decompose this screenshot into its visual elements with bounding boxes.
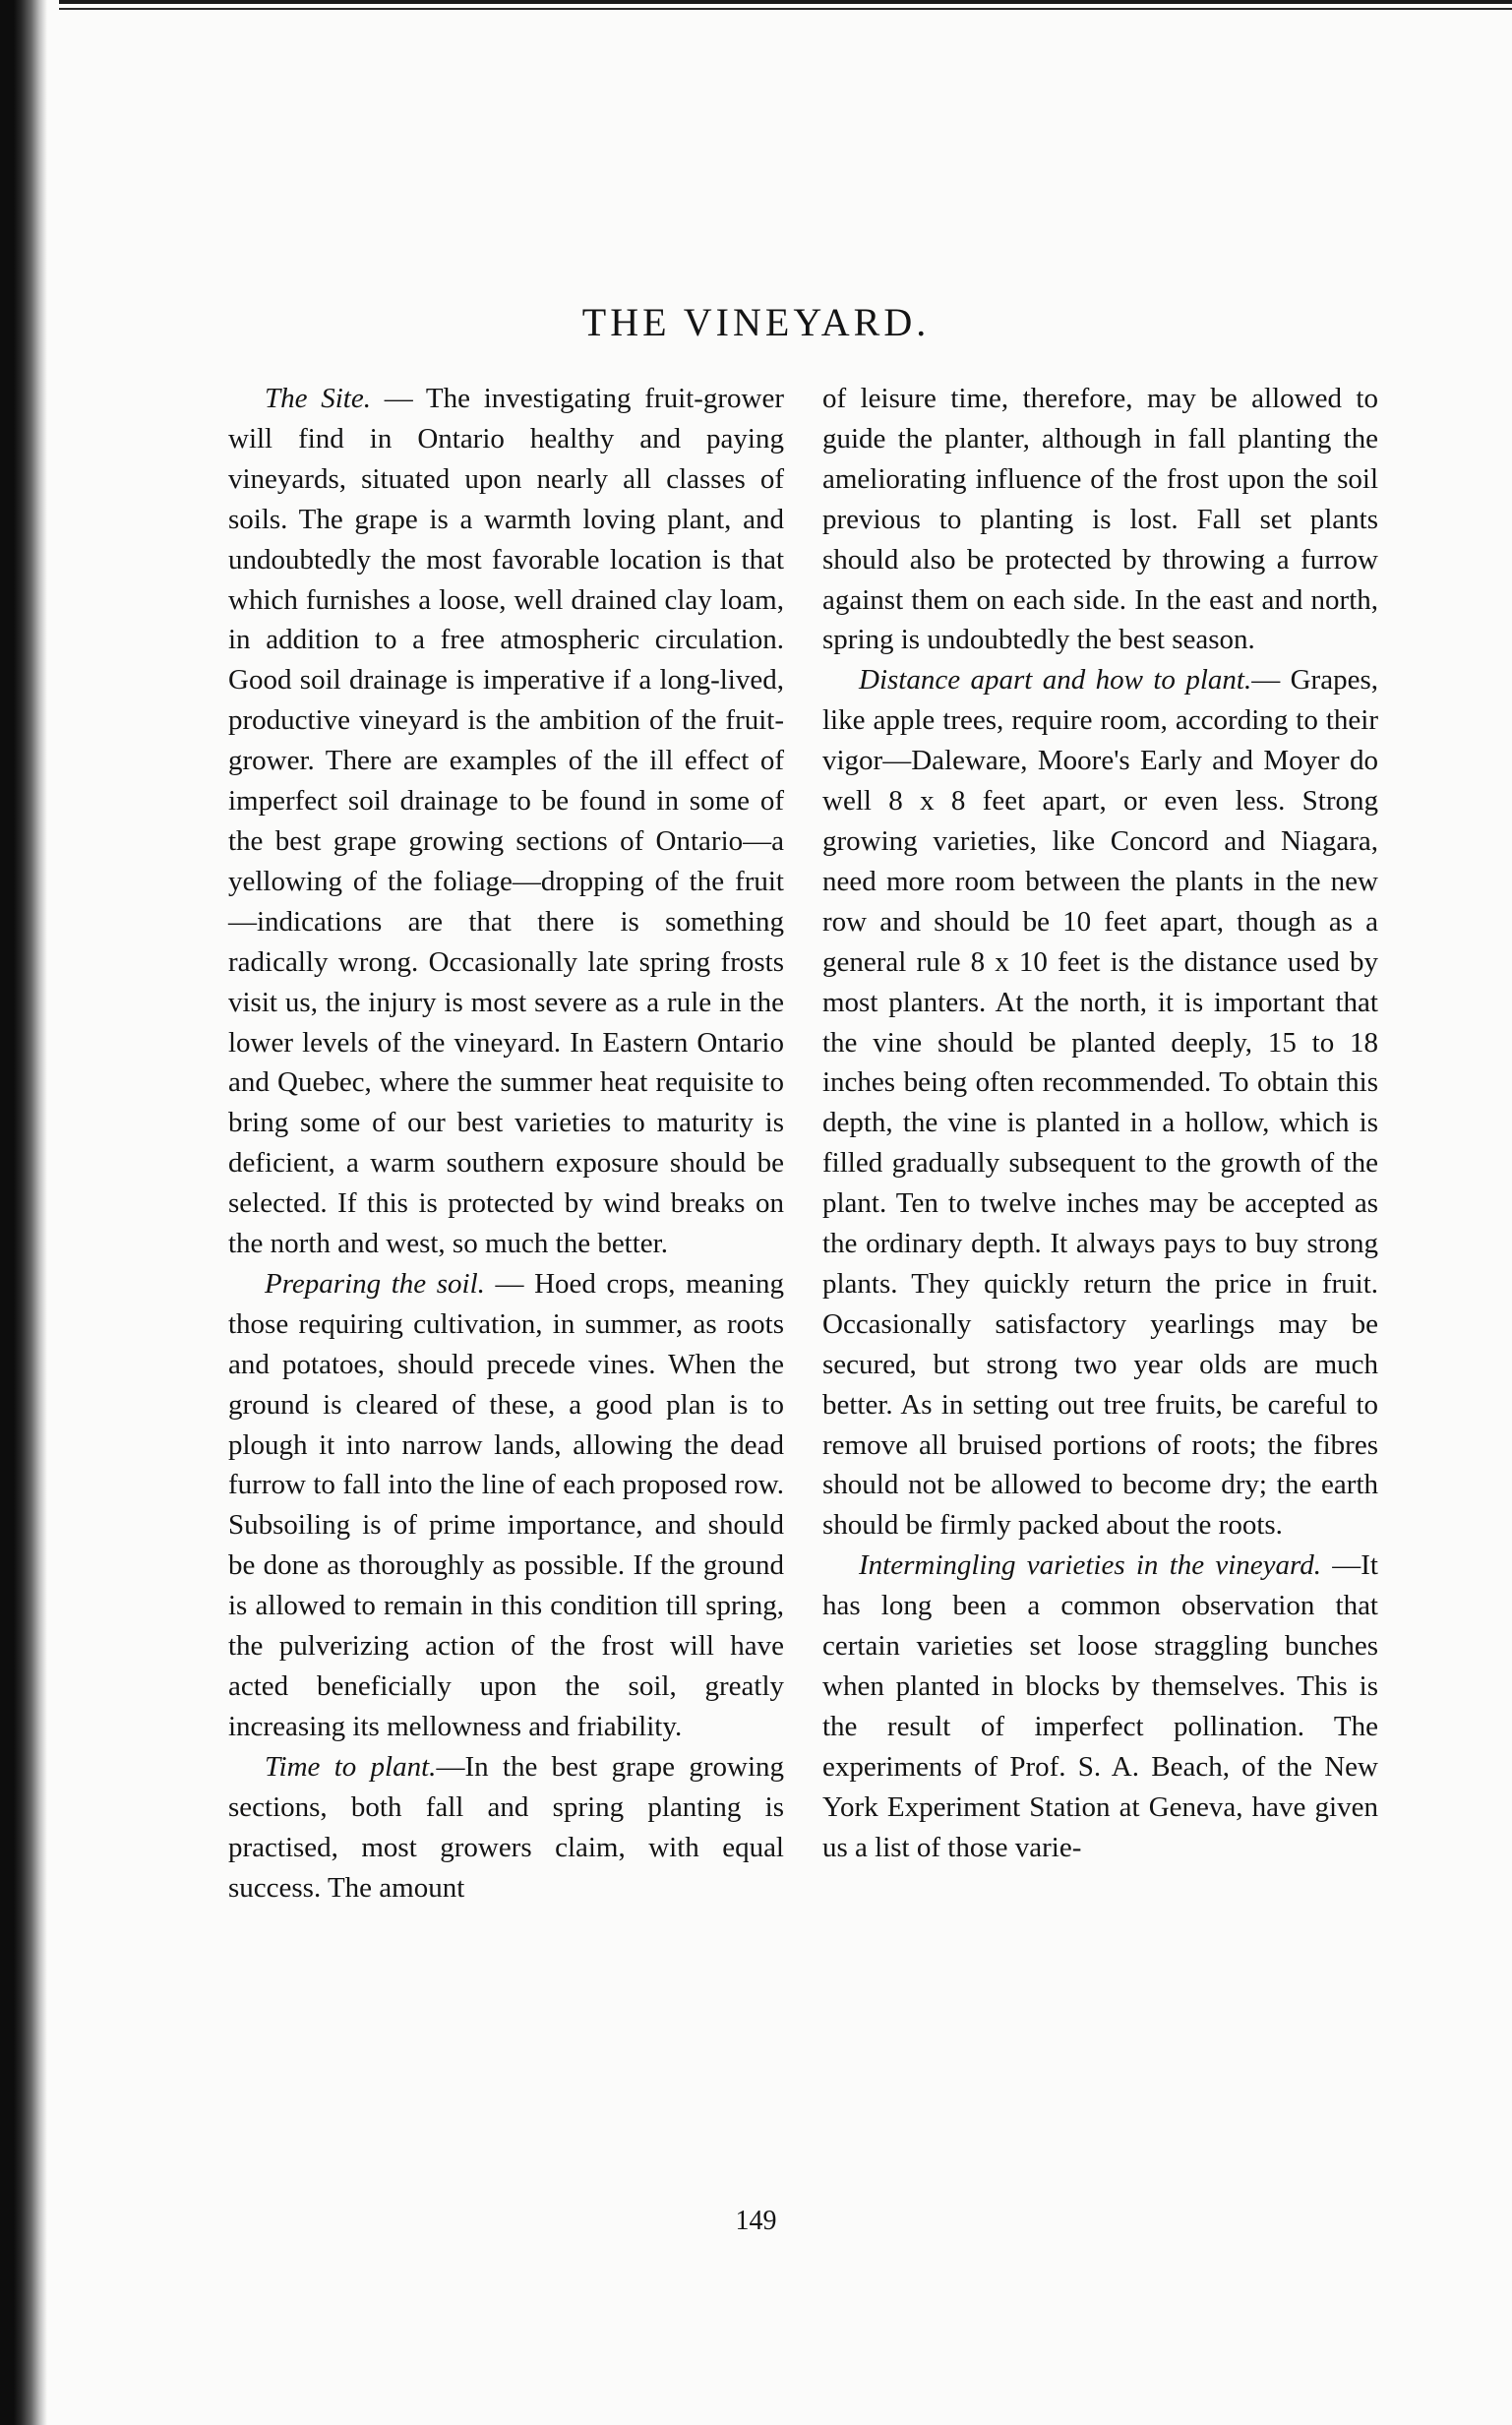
time-to-plant-heading: Time to plant. [265, 1750, 437, 1783]
left-column [228, 379, 784, 1908]
paragraph-time-to-plant-continued: of leisure time, therefore, may be allowed to guide the planter, although in fall planting the ameliorating influence of the frost upon the soil previous to planting is lost. Fall set plants should also be protected by throwing a furrow against them on each side. In the east and north, spring is undoubtedly the best season. [822, 383, 1378, 656]
intermingling-text: —It has long been a common observation that certain varieties set loose straggling bunches when planted in blocks by themselves. This is the result of imperfect pollination. The experiments of Prof. S. A. Beach, of the New York Experiment Station at Geneva, have given us a list of those varie- [822, 1549, 1378, 1863]
top-rule [59, 0, 1512, 12]
paragraph-distance-apart [822, 660, 1378, 1546]
paragraph-intermingling [822, 1546, 1378, 1867]
binding-edge-shadow [0, 0, 47, 2425]
time-to-plant-text: —In the best grape growing sections, both fall and spring planting is practised, most growers claim, with equal success. The amount [228, 1750, 785, 1904]
preparing-soil-text: — Hoed crops, meaning those requiring cultivation, in summer, as roots and potatoes, should precede vines. When the ground is cleared of these, a good plan is to plough it into narrow lands, allowing the dead furrow to fall into the line of each proposed row. Subsoiling is of prime importance, and should be done as thoroughly as possible. If the ground is allowed to remain in this condition till spring, the pulverizing action of the frost will have acted beneficially upon the soil, greatly increasing its mellowness and friability. [228, 1267, 784, 1742]
distance-apart-heading: Distance apart and how to plant. [859, 664, 1252, 697]
page-title: THE VINEYARD. [581, 300, 931, 344]
preparing-soil-heading: Preparing the soil. [265, 1267, 485, 1300]
right-column [822, 379, 1378, 1868]
intermingling-heading: Intermingling varieties in the vineyard. [859, 1549, 1322, 1582]
paragraph-time-to-plant [228, 1747, 784, 1909]
paragraph-preparing-soil [228, 1264, 784, 1747]
site-heading: The Site. [265, 383, 371, 414]
paragraph-site [228, 379, 784, 1264]
site-text: — The investigating fruit-grower will find in Ontario healthy and paying vineyards, situated upon nearly all classes of soils. The grape is a warmth loving plant, and undoubtedly the most favorable location is that which furnishes a loose, well drained clay loam, in addition to a free atmospheric circulation. Good soil drainage is imperative if a long-lived, productive vineyard is the ambition of the fruit-grower. There are examples of the ill effect of imperfect soil drainage to be found in some of the best grape growing sections of Ontario—a yellowing of the foliage—dropping of the fruit—indications are that there is something radically wrong. Occasionally late spring frosts visit us, the injury is most severe as a rule in the lower levels of the vineyard. In Eastern Ontario and Quebec, where the summer heat requisite to bring some of our best varieties to maturity is deficient, a warm southern exposure should be selected. If this is protected by wind breaks on the north and west, so much the better. [228, 383, 784, 1260]
page-number: 149 [735, 2206, 777, 2236]
distance-apart-text: — Grapes, like apple trees, require room, according to their vigor—Daleware, Moore's Early and Moyer do well 8 x 8 feet apart, or even less. Strong growing varieties, like Concord and Niagara, need more room between the plants in the new row and should be 10 feet apart, though as a general rule 8 x 10 feet is the distance used by most planters. At the north, it is important that the vine should be planted deeply, 15 to 18 inches being often recommended. To obtain this depth, the vine is planted in a hollow, which is filled gradually subsequent to the growth of the plant. Ten to twelve inches may be accepted as the ordinary depth. It always pays to buy strong plants. They quickly return the price in fruit. Occasionally satisfactory yearlings may be secured, but strong two year olds are much better. As in setting out tree fruits, be careful to remove all bruised portions of roots; the fibres should not be allowed to become dry; the earth should be firmly packed about the roots. [822, 664, 1378, 1542]
